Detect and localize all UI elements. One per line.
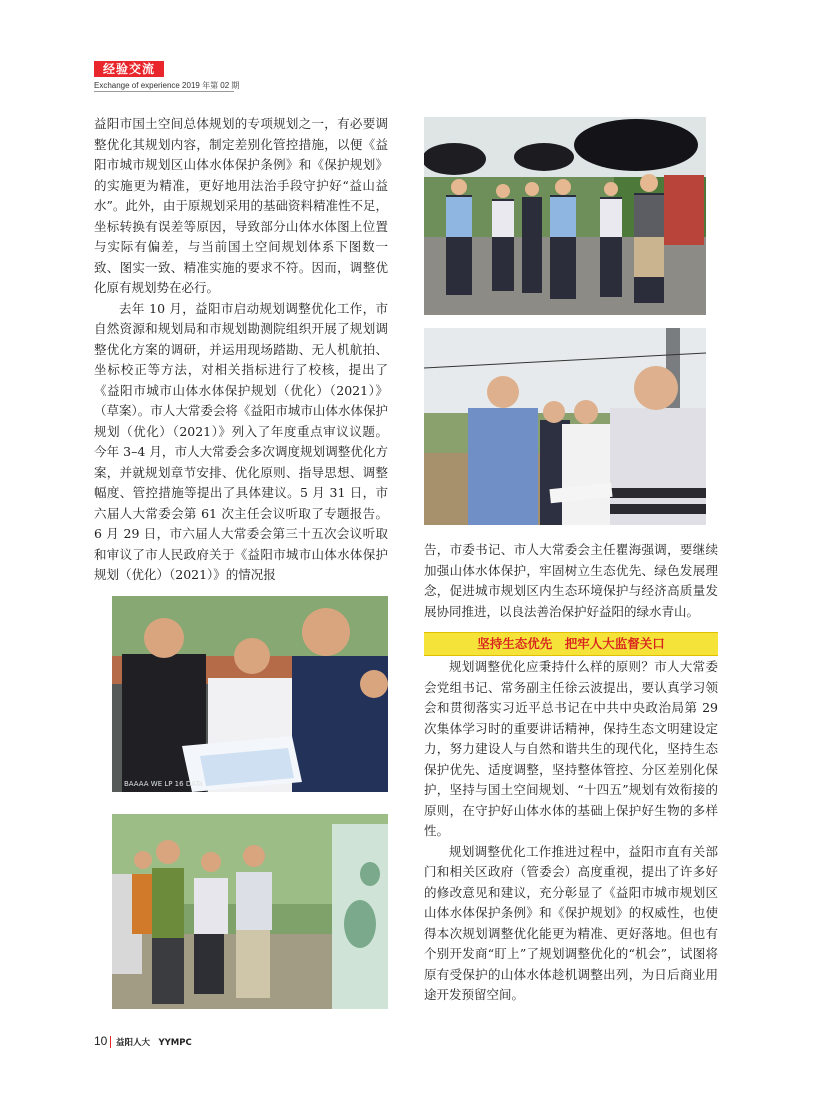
- page-number: 10: [94, 1034, 108, 1048]
- paragraph: 告，市委书记、市人大常委会主任瞿海强调，要继续加强山体水体保护，牢固树立生态优先、绿色发展理念，促进城市规划区内生态环境保护与经济高质量发展协同推进，以良法善治保护好益阳的绿水青山。: [424, 542, 718, 619]
- paragraph: 规划调整优化工作推进过程中，益阳市直有关部门和相关区政府（管委会）高度重视，提出了许多好的修改意见和建议，充分彰显了《益阳市城市规划区山体水体保护条例》和《保护规划》的权威性，也使得本次规划调整优化能更为精准、更好落地。但也有个别开发商“盯上”了规划调整优化的“机会”，试图将原有受保护的山体水体趁机调整出列，为日后商业用途开发预留空间。: [424, 843, 718, 1002]
- column-subtitle: Exchange of experience 2019 年第 02 期: [94, 81, 240, 90]
- magazine-name: 益阳人大 YYMPC: [116, 1038, 192, 1048]
- column-badge: 经验交流: [94, 61, 164, 77]
- header-rule: [94, 91, 234, 92]
- paragraph: 规划调整优化应秉持什么样的原则？市人大常委会党组书记、常务副主任徐云波提出，要认真学习领会和贯彻落实习近平总书记在中共中央政治局第 29 次集体学习时的重要讲话精神，保持生态文明建设定力，努力建设人与自然和谐共生的现代化，坚持生态保护优先、适度调整，坚持整体管控、分区差别化保护，坚持与国土空间规划、“十四五”规划有效衔接的原则，在守护好山体水体的基础上保护好生物的多样性。: [424, 659, 718, 838]
- photo-signboard-visit: [112, 814, 388, 1009]
- footer-divider: [110, 1036, 111, 1048]
- photo-watermark: BAAAA WE LP 16 DATa: [124, 780, 203, 788]
- right-bottom-text-column: [424, 657, 718, 1006]
- paragraph: 去年 10 月，益阳市启动规划调整优化工作，市自然资源和规划局和市规划勘测院组织开展了规划调整优化方案的调研，并运用现场踏勘、无人机航拍、坐标校正等方法，对相关指标进行了校核，提出了《益阳市城市山体水体保护规划（优化）（2021）》（草案）。市人大常委会将《益阳市城市山体水体保护规划（优化）（2021）》列入了年度重点审议议题。今年 3–4 月，市人大常委会多次调度规划调整优化方案，并就规划章节安排、优化原则、指导思想、调整幅度、管控措施等提出了具体建议。5 月 31 日，市六届人大常委会第 61 次主任会议听取了专题报告。6 月 29 日，市六届人大常委会第三十五次会议听取和审议了市人民政府关于《益阳市城市山体水体保护规划（优化）（2021）》的情况报: [94, 300, 388, 582]
- left-text-column: [94, 114, 388, 586]
- right-top-text-column: [424, 540, 718, 622]
- photo-umbrella-inspection: [424, 117, 706, 315]
- paragraph: 益阳市国土空间总体规划的专项规划之一，有必要调整优化其规划内容，制定差别化管控措施，以便《益阳市城市规划区山体水体保护条例》和《保护规划》的实施更为精准，更好地用法治手段守护好“益山益水”。此外，由于原规划采用的基础资料精准性不足，坐标转换有误差等原因，导致部分山体水体图上位置与实际有偏差，与当前国土空间规划体系下图数一致、图实一致、精准实施的要求不符。因而，调整优化原有规划势在必行。: [94, 116, 388, 295]
- photo-map-examination: [112, 596, 388, 792]
- photo-document-review: [424, 328, 706, 525]
- section-heading: 坚持生态优先 把牢人大监督关口: [424, 632, 718, 656]
